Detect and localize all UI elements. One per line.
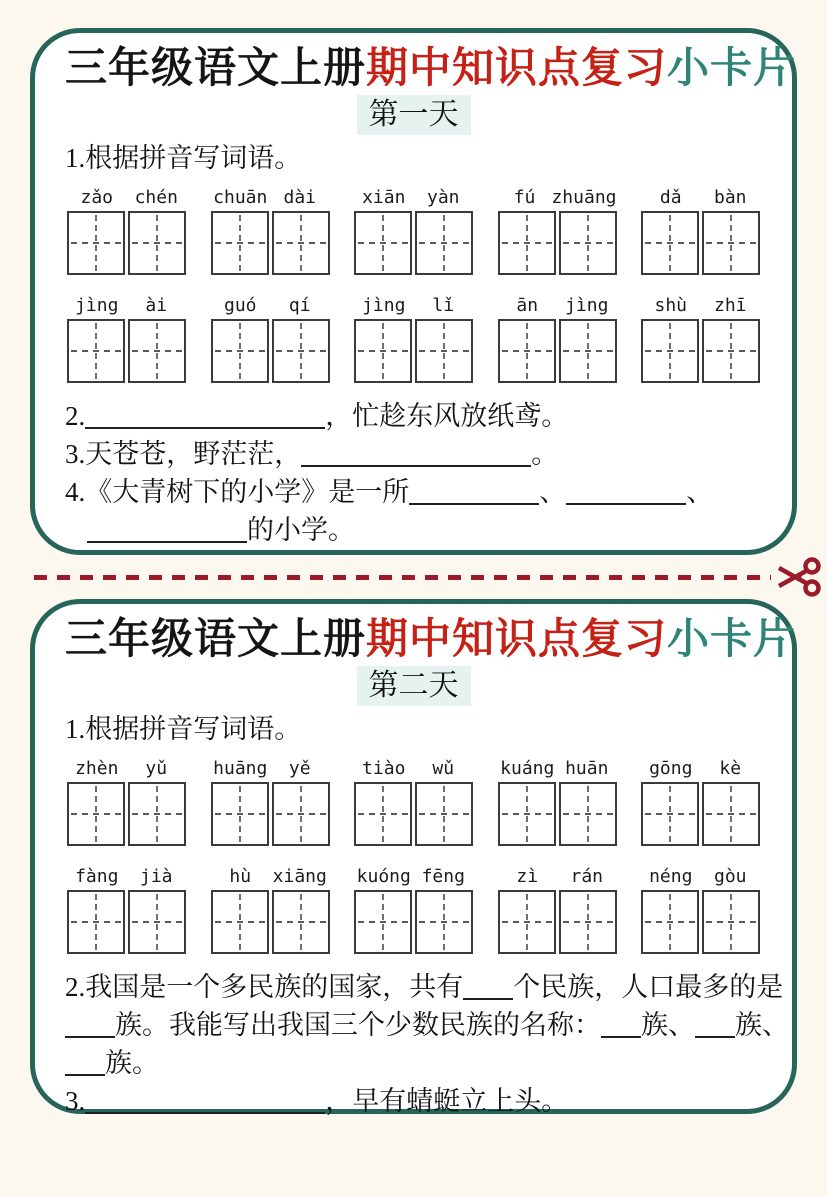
pinyin-syllable: xiān (362, 187, 406, 209)
card-title-part-topic: 期中知识点复习 (366, 617, 668, 663)
writing-box (272, 890, 330, 954)
box-center-hline (358, 921, 408, 923)
writing-box (702, 319, 760, 383)
question-4-line-2: 的小学。 (65, 511, 762, 549)
box-center-hline (71, 813, 121, 815)
pinyin-label (641, 295, 760, 317)
writing-box-pair (354, 890, 473, 954)
box-center-hline (502, 921, 552, 923)
pinyin-syllable: jìng (565, 295, 609, 317)
pinyin-word-group (67, 295, 186, 383)
pinyin-syllable: yàn (426, 187, 460, 209)
writing-box (211, 890, 269, 954)
day-label: 第一天 (357, 95, 471, 135)
box-center-hline (419, 921, 469, 923)
pinyin-word-group (641, 758, 760, 846)
pinyin-label (211, 187, 330, 209)
writing-box-pair (498, 211, 617, 275)
pinyin-word-group (641, 866, 760, 954)
pinyin-label (211, 866, 330, 888)
day-row (65, 95, 762, 135)
review-card-day1 (30, 28, 797, 555)
cut-dashes (34, 575, 771, 580)
pinyin-syllable: yǔ (145, 758, 168, 780)
box-center-hline (645, 350, 695, 352)
pinyin-syllable: wǔ (432, 758, 455, 780)
pinyin-word-group (354, 866, 473, 954)
answer-blank (463, 971, 513, 1000)
pinyin-word-group (67, 758, 186, 846)
writing-box (211, 782, 269, 846)
box-center-hline (71, 350, 121, 352)
question-3-line: 3. ，早有蜻蜓立上头。 (65, 1086, 569, 1117)
writing-box (67, 211, 125, 275)
pinyin-box-row (65, 866, 762, 954)
box-center-hline (706, 242, 756, 244)
box-center-hline (358, 813, 408, 815)
writing-box-pair (211, 890, 330, 954)
pinyin-label (67, 187, 186, 209)
card-title-part-topic: 期中知识点复习 (366, 46, 668, 92)
pinyin-syllable: huāng (213, 758, 268, 780)
writing-box (415, 890, 473, 954)
box-center-hline (358, 242, 408, 244)
pinyin-word-group (211, 866, 330, 954)
writing-box (641, 782, 699, 846)
scissors-icon (775, 556, 825, 598)
writing-box (67, 890, 125, 954)
writing-box (272, 211, 330, 275)
pinyin-syllable: kè (719, 758, 742, 780)
pinyin-label (354, 187, 473, 209)
day-label: 第二天 (357, 666, 471, 706)
box-center-hline (276, 242, 326, 244)
pinyin-syllable: qí (288, 295, 311, 317)
pinyin-word-group (354, 295, 473, 383)
writing-box (211, 319, 269, 383)
writing-box (67, 319, 125, 383)
box-center-hline (419, 813, 469, 815)
writing-box (272, 782, 330, 846)
pinyin-syllable: tiào (362, 758, 406, 780)
writing-box-pair (641, 890, 760, 954)
writing-box-pair (211, 211, 330, 275)
pinyin-box-row (65, 295, 762, 383)
pinyin-syllable: fú (513, 187, 536, 209)
answer-blank (566, 476, 686, 505)
writing-box (354, 211, 412, 275)
pinyin-word-group (67, 866, 186, 954)
pinyin-word-group (211, 187, 330, 275)
writing-box (354, 782, 412, 846)
pinyin-word-group (67, 187, 186, 275)
pinyin-word-group (498, 295, 617, 383)
pinyin-syllable: kuóng (356, 866, 411, 888)
writing-box-pair (498, 319, 617, 383)
writing-box (415, 211, 473, 275)
writing-box (702, 211, 760, 275)
answer-blank (695, 1009, 735, 1038)
pinyin-syllable: gòu (713, 866, 747, 888)
question-4-line-1: 4.《大青树下的小学》是一所 、 、 (65, 477, 714, 508)
pinyin-label (354, 295, 473, 317)
pinyin-syllable: kuáng (500, 758, 555, 780)
writing-box-pair (211, 319, 330, 383)
box-center-hline (132, 350, 182, 352)
pinyin-label (641, 187, 760, 209)
pinyin-syllable: zì (516, 866, 539, 888)
pinyin-label (354, 866, 473, 888)
answer-blank (601, 1009, 641, 1038)
box-center-hline (215, 350, 265, 352)
pinyin-label (211, 758, 330, 780)
pinyin-box-row (65, 758, 762, 846)
question-2-line: 2. ，忙趁东风放纸鸢。 (65, 401, 569, 432)
card-title-part-grade: 三年级语文上册 (65, 46, 367, 92)
pinyin-label (641, 758, 760, 780)
pinyin-word-group (498, 187, 617, 275)
writing-box (559, 211, 617, 275)
box-center-hline (215, 921, 265, 923)
box-center-hline (502, 813, 552, 815)
writing-box-pair (354, 319, 473, 383)
writing-box (415, 782, 473, 846)
writing-box (128, 782, 186, 846)
writing-box-pair (641, 211, 760, 275)
question-1-label: 1.根据拼音写词语。 (65, 143, 302, 174)
box-center-hline (71, 242, 121, 244)
box-center-hline (419, 242, 469, 244)
card-title (65, 616, 797, 664)
writing-box (702, 782, 760, 846)
question-2-line-2: 族。我能写出我国三个少数民族的名称： 族、 族、 (65, 1006, 762, 1044)
pinyin-syllable: zhuāng (551, 187, 617, 209)
writing-box (211, 211, 269, 275)
pinyin-syllable: jìng (75, 295, 119, 317)
pinyin-syllable: xiāng (272, 866, 327, 888)
pinyin-label (498, 187, 617, 209)
box-center-hline (215, 242, 265, 244)
card-title-part-grade: 三年级语文上册 (65, 617, 367, 663)
box-center-hline (419, 350, 469, 352)
pinyin-syllable: jìng (362, 295, 406, 317)
pinyin-syllable: chuān (213, 187, 268, 209)
writing-box (498, 782, 556, 846)
box-center-hline (645, 813, 695, 815)
writing-box (272, 319, 330, 383)
writing-box-pair (498, 890, 617, 954)
writing-box-pair (67, 211, 186, 275)
card-title-part-card: 小卡片 (667, 46, 797, 92)
pinyin-syllable: huān (565, 758, 609, 780)
box-center-hline (276, 921, 326, 923)
pinyin-word-group (641, 295, 760, 383)
pinyin-label (498, 758, 617, 780)
pinyin-syllable: néng (649, 866, 693, 888)
pinyin-word-group (354, 187, 473, 275)
box-center-hline (276, 813, 326, 815)
cut-line (0, 555, 827, 599)
pinyin-syllable: dǎ (659, 187, 682, 209)
box-center-hline (645, 242, 695, 244)
pinyin-syllable: fàng (75, 866, 119, 888)
pinyin-syllable: zǎo (80, 187, 113, 209)
answer-blank (85, 1085, 325, 1114)
box-center-hline (502, 350, 552, 352)
writing-box (128, 890, 186, 954)
box-center-hline (71, 921, 121, 923)
pinyin-syllable: guó (223, 295, 257, 317)
pinyin-syllable: chén (134, 187, 178, 209)
writing-box-pair (67, 890, 186, 954)
pinyin-syllable: rán (570, 866, 603, 888)
writing-box (128, 319, 186, 383)
pinyin-label (67, 295, 186, 317)
writing-box (702, 890, 760, 954)
card-title (65, 45, 797, 93)
pinyin-word-group (354, 758, 473, 846)
box-center-hline (563, 813, 613, 815)
pinyin-word-group (211, 758, 330, 846)
writing-box-pair (641, 782, 760, 846)
pinyin-syllable: bàn (713, 187, 747, 209)
box-center-hline (563, 350, 613, 352)
pinyin-label (67, 866, 186, 888)
question-1-label: 1.根据拼音写词语。 (65, 714, 302, 745)
writing-box-pair (67, 782, 186, 846)
writing-box-pair (211, 782, 330, 846)
writing-box-pair (354, 782, 473, 846)
pinyin-syllable: yě (288, 758, 311, 780)
card-title-part-card: 小卡片 (667, 617, 797, 663)
pinyin-syllable: lǐ (432, 295, 455, 317)
answer-blank (409, 476, 539, 505)
pinyin-word-group (498, 866, 617, 954)
answer-blank (87, 514, 247, 543)
writing-box-pair (354, 211, 473, 275)
writing-box (354, 319, 412, 383)
question-3-line: 3.天苍苍，野茫茫， 。 (65, 439, 559, 470)
writing-box (559, 782, 617, 846)
answer-blank (65, 1047, 105, 1076)
answer-blank (65, 1009, 115, 1038)
writing-box (67, 782, 125, 846)
writing-box (498, 890, 556, 954)
writing-box-pair (67, 319, 186, 383)
writing-box (354, 890, 412, 954)
box-center-hline (706, 813, 756, 815)
pinyin-label (641, 866, 760, 888)
box-center-hline (563, 921, 613, 923)
box-center-hline (132, 813, 182, 815)
writing-box-pair (498, 782, 617, 846)
box-center-hline (132, 921, 182, 923)
pinyin-syllable: jià (139, 866, 173, 888)
question-2-line-1: 2.我国是一个多民族的国家，共有 个民族，人口最多的是 (65, 972, 784, 1003)
pinyin-label (354, 758, 473, 780)
writing-box (498, 319, 556, 383)
writing-box (641, 211, 699, 275)
question-2-line-3: 族。 (65, 1044, 762, 1082)
box-center-hline (563, 242, 613, 244)
pinyin-word-group (211, 295, 330, 383)
writing-box (559, 319, 617, 383)
pinyin-syllable: zhèn (75, 758, 119, 780)
writing-box (641, 890, 699, 954)
pinyin-syllable: dài (283, 187, 316, 209)
box-center-hline (645, 921, 695, 923)
box-center-hline (215, 813, 265, 815)
pinyin-label (498, 866, 617, 888)
writing-box-pair (641, 319, 760, 383)
box-center-hline (276, 350, 326, 352)
writing-box (128, 211, 186, 275)
pinyin-syllable: ài (145, 295, 168, 317)
box-center-hline (132, 242, 182, 244)
pinyin-syllable: hù (229, 866, 252, 888)
writing-box (415, 319, 473, 383)
box-center-hline (358, 350, 408, 352)
writing-box (559, 890, 617, 954)
pinyin-label (67, 758, 186, 780)
pinyin-label (498, 295, 617, 317)
pinyin-syllable: zhī (713, 295, 747, 317)
pinyin-word-group (498, 758, 617, 846)
pinyin-syllable: gōng (649, 758, 693, 780)
box-center-hline (706, 350, 756, 352)
pinyin-syllable: ān (516, 295, 539, 317)
review-card-day2 (30, 599, 797, 1117)
pinyin-word-group (641, 187, 760, 275)
box-center-hline (502, 242, 552, 244)
pinyin-syllable: fēng (421, 866, 465, 888)
answer-blank (85, 400, 325, 429)
pinyin-syllable: shù (654, 295, 687, 317)
pinyin-label (211, 295, 330, 317)
box-center-hline (706, 921, 756, 923)
pinyin-box-row (65, 187, 762, 275)
day-row (65, 666, 762, 706)
writing-box (641, 319, 699, 383)
answer-blank (301, 438, 531, 467)
writing-box (498, 211, 556, 275)
